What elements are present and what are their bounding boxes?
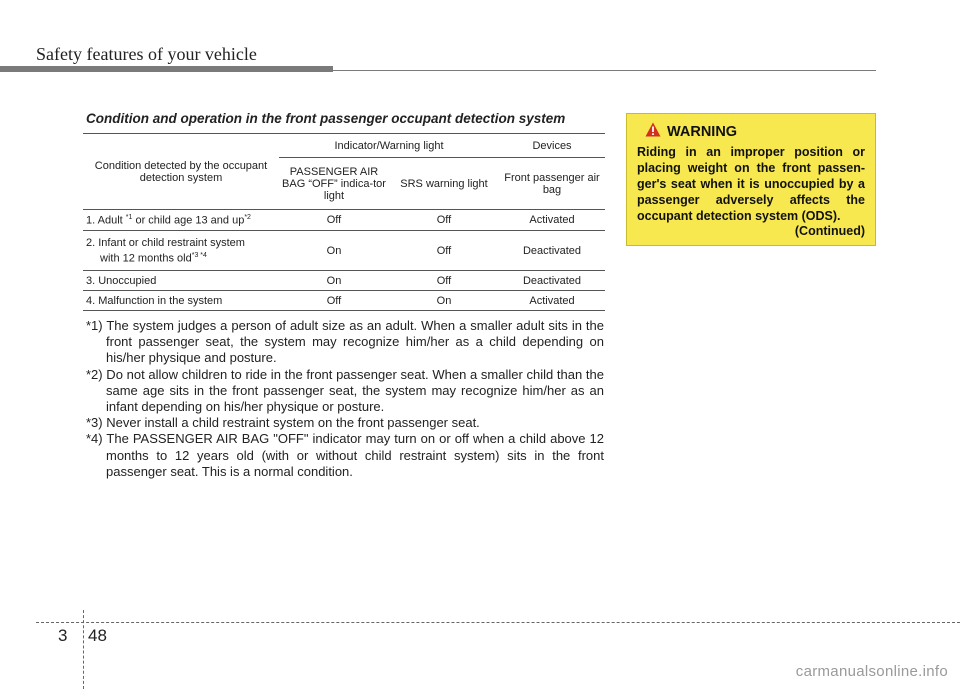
- condition-text: 2. Infant or child restraint system: [86, 236, 245, 249]
- footnote-ref: *3 *4: [191, 251, 207, 259]
- col-group-devices: Devices: [499, 134, 605, 158]
- page-number: 48: [88, 626, 107, 645]
- cell-front-airbag: Deactivated: [499, 231, 605, 271]
- table-row: [83, 231, 605, 271]
- cell-front-airbag: Deactivated: [499, 271, 605, 291]
- cell-front-airbag: Activated: [499, 210, 605, 231]
- chapter-number: 3: [58, 626, 68, 645]
- footer-divider: [83, 610, 84, 689]
- cell-front-airbag: Activated: [499, 291, 605, 311]
- cell-srs-light: Off: [389, 231, 499, 271]
- page-header-title: Safety features of your vehicle: [36, 44, 257, 64]
- table-row: [83, 271, 605, 291]
- footnote-1: *1) The system judges a person of adult size as an adult. When a smaller adult sits in the front passenger seat, the system may recognize him/her as a child depending on his/her physique and posture.: [86, 318, 604, 366]
- footnotes: [86, 318, 604, 480]
- row-condition: [83, 231, 279, 271]
- cell-srs-light: Off: [389, 271, 499, 291]
- watermark: carmanualsonline.info: [795, 663, 948, 680]
- col-header-condition: Condition detected by the occupant detection system: [83, 134, 279, 210]
- condition-text: 1. Adult: [86, 214, 126, 227]
- warning-triangle-icon: [645, 122, 661, 142]
- warning-title: WARNING: [667, 124, 738, 140]
- cell-srs-light: On: [389, 291, 499, 311]
- row-condition: [83, 210, 279, 231]
- footnote-2: *2) Do not allow children to ride in the front passenger seat. When a smaller child than the same age sits in the front passenger seat, the system may recognize him/her as an infant depending on his/her physique or posture.: [86, 366, 604, 415]
- cell-passenger-light: On: [279, 271, 389, 291]
- warning-continued: (Continued): [794, 224, 865, 238]
- col-header-passenger-airbag-light: PASSENGER AIR BAG “OFF” indica-tor light: [279, 158, 389, 210]
- warning-text: Riding in an improper position or placing weight on the front passen-ger's seat when it is unoccupied by a passenger adversely affects the occupant detection system (ODS).: [637, 145, 865, 223]
- cell-passenger-light: On: [279, 231, 389, 271]
- condition-text: or child age 13 and up: [132, 214, 245, 227]
- warning-header: [645, 122, 865, 142]
- table-row: [83, 291, 605, 311]
- footnote-ref: *1: [125, 213, 133, 221]
- footnote-3: *3) Never install a child restraint system on the front passenger seat.: [86, 415, 480, 431]
- table-row: [83, 210, 605, 231]
- row-condition: 4. Malfunction in the system: [83, 291, 279, 311]
- footer-rule: [36, 622, 960, 623]
- col-header-srs-light: SRS warning light: [389, 158, 499, 210]
- warning-box: [626, 113, 876, 246]
- header-rule-thick: [0, 66, 333, 72]
- header-rule-thin: [333, 70, 876, 71]
- footnote-4: *4) The PASSENGER AIR BAG "OFF" indicator may turn on or off when a child above 12 months to 12 years old (with or without child restraint system) sits in the front passenger seat. This is a normal condition.: [86, 431, 604, 479]
- cell-srs-light: Off: [389, 210, 499, 231]
- section-heading: Condition and operation in the front passenger occupant detection system: [86, 111, 566, 126]
- footnote-ref: *2: [244, 213, 251, 221]
- cell-passenger-light: Off: [279, 291, 389, 311]
- col-header-front-airbag: Front passenger air bag: [499, 158, 605, 210]
- condition-text: with 12 months old: [100, 252, 192, 265]
- ods-table: [83, 133, 605, 311]
- row-condition: 3. Unoccupied: [83, 271, 279, 291]
- cell-passenger-light: Off: [279, 210, 389, 231]
- col-group-indicator: Indicator/Warning light: [279, 134, 499, 158]
